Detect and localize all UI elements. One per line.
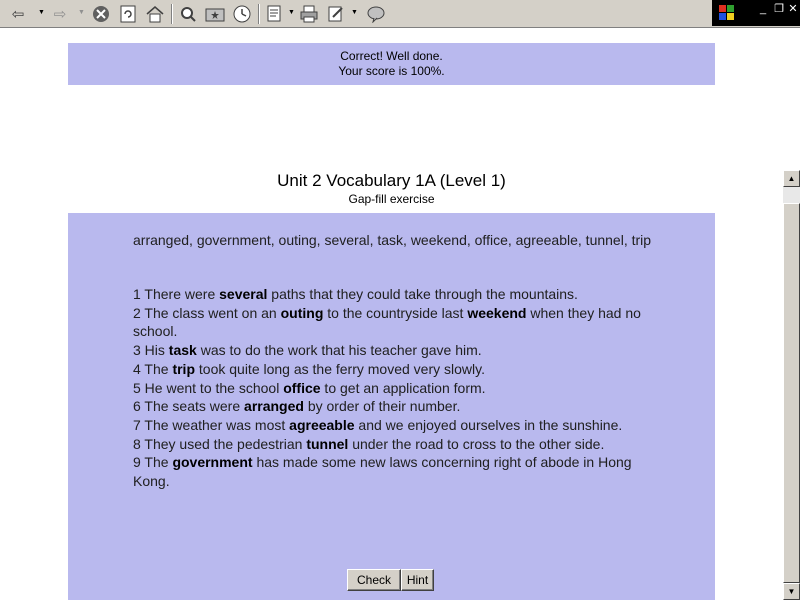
- home-icon[interactable]: [143, 3, 167, 25]
- restore-icon[interactable]: ❐: [774, 3, 784, 15]
- answer-word: outing: [280, 304, 324, 321]
- answer-word: government: [172, 454, 253, 471]
- exercise-panel: [68, 213, 715, 600]
- back-icon[interactable]: ⇦: [11, 6, 25, 23]
- forward-dropdown-icon[interactable]: ▼: [78, 9, 85, 16]
- question-item: 8 They used the pedestrian tunnel under the road to cross to the other side.: [133, 435, 605, 452]
- minimize-icon[interactable]: _: [759, 3, 767, 15]
- question-item: 6 The seats were arranged by order of their number.: [133, 398, 461, 415]
- edit-icon[interactable]: [324, 3, 348, 25]
- browser-toolbar: [0, 0, 800, 28]
- close-icon[interactable]: ✕: [788, 3, 798, 15]
- forward-icon[interactable]: ⇨: [53, 6, 67, 23]
- search-icon[interactable]: [176, 3, 200, 25]
- mail-icon[interactable]: [263, 3, 287, 25]
- back-dropdown-icon[interactable]: ▼: [38, 9, 45, 16]
- answer-word: trip: [172, 360, 195, 377]
- question-list: [133, 285, 658, 491]
- page-subtitle: Gap-fill exercise: [348, 192, 435, 206]
- vertical-scrollbar[interactable]: [783, 170, 800, 600]
- scroll-thumb[interactable]: [783, 203, 800, 583]
- question-item: 7 The weather was most agreeable and we enjoyed ourselves in the sunshine.: [133, 416, 623, 433]
- scroll-up-icon[interactable]: ▲: [783, 170, 800, 187]
- check-button[interactable]: Check: [347, 569, 401, 591]
- answer-word: weekend: [467, 304, 527, 321]
- answer-word: tunnel: [306, 435, 349, 452]
- stop-icon[interactable]: [89, 3, 113, 25]
- window-controls: [712, 0, 800, 26]
- scroll-down-icon[interactable]: ▼: [783, 583, 800, 600]
- question-item: 3 His task was to do the work that his teacher gave him.: [133, 342, 482, 359]
- discuss-icon[interactable]: [364, 3, 388, 25]
- hint-button[interactable]: Hint: [401, 569, 434, 591]
- question-item: 4 The trip took quite long as the ferry moved very slowly.: [133, 360, 485, 377]
- favorites-icon[interactable]: [203, 3, 227, 25]
- refresh-icon[interactable]: [116, 3, 140, 25]
- question-item: 5 He went to the school office to get an application form.: [133, 379, 486, 396]
- print-icon[interactable]: [297, 3, 321, 25]
- page-title: Unit 2 Vocabulary 1A (Level 1): [277, 171, 506, 190]
- answer-word: task: [168, 342, 197, 359]
- answer-word: agreeable: [289, 416, 355, 433]
- answer-word: arranged: [244, 398, 304, 415]
- feedback-message: Correct! Well done.: [340, 49, 443, 63]
- answer-word: office: [283, 379, 321, 396]
- edit-dropdown-icon[interactable]: ▼: [351, 9, 358, 16]
- score-message: Your score is 100%.: [338, 64, 445, 78]
- word-list: arranged, government, outing, several, task, weekend, office, agreeable, tunnel, trip: [133, 232, 652, 248]
- windows-logo-icon: [718, 4, 736, 22]
- feedback-panel: [68, 43, 715, 85]
- history-icon[interactable]: [230, 3, 254, 25]
- question-item: 9 The government has made some new laws concerning right of abode in Hong Kong.: [133, 454, 632, 490]
- question-item: 1 There were several paths that they could take through the mountains.: [133, 286, 578, 302]
- question-item: 2 The class went on an outing to the countryside last weekend when they had no school.: [133, 304, 641, 340]
- mail-dropdown-icon[interactable]: ▼: [288, 9, 295, 16]
- answer-word: several: [219, 286, 268, 302]
